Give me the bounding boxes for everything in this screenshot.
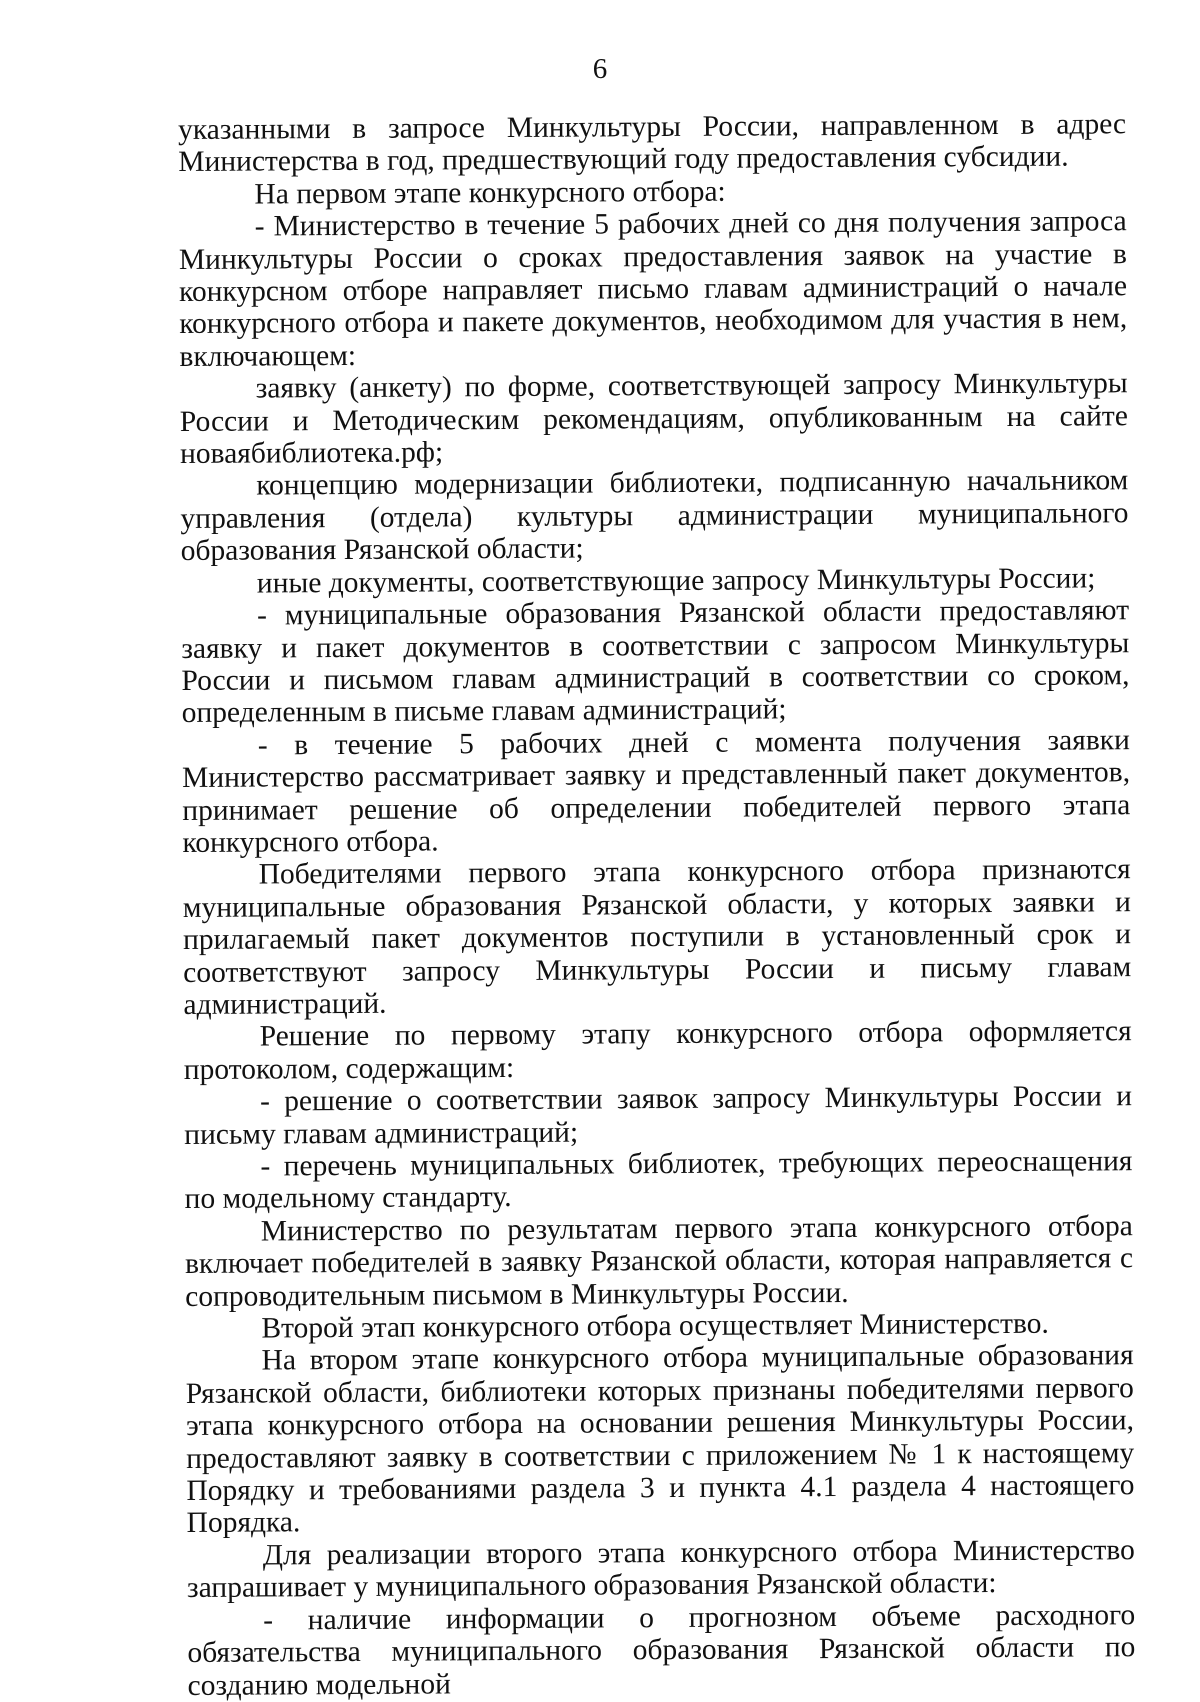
paragraph-libraries-list: - перечень муниципальных библиотек, требующих переоснащения по модельному стандарту. — [184, 1145, 1133, 1216]
page-number: 6 — [592, 53, 608, 85]
paragraph-second-stage-request: Для реализации второго этапа конкурсного отбора Министерство запрашивает у муниципального образования Рязанской области: — [186, 1534, 1135, 1605]
paragraph-municipalities-submit: - муниципальные образования Рязанской области предоставляют заявку и пакет документов в соответствии с запросом Минкультуры России и письмом главам администраций в соответствии со сроком, определенным в письме главам администраций; — [181, 594, 1130, 730]
paragraph-other-documents: иные документы, соответствующие запросу Минкультуры России; — [256, 562, 1096, 600]
paragraph-forecast-volume: - наличие информации о прогнозном объеме расходного обязательства муниципального образования Рязанской области по созданию модельной — [187, 1598, 1136, 1702]
paragraph-application-form: заявку (анкету) по форме, соответствующей запросу Минкультуры России и Методическим рекомендациям, опубликованным на сайте новаябиблиотека.рф; — [179, 367, 1128, 471]
paragraph-decision-protocol: Решение по первому этапу конкурсного отбора оформляется протоколом, содержащим: — [183, 1015, 1132, 1086]
paragraph-decision-compliance: - решение о соответствии заявок запросу Минкультуры России и письму главам администраций; — [184, 1080, 1133, 1151]
paragraph-modernization-concept: концепцию модернизации библиотеки, подписанную начальником управления (отдела) культуры администрации муниципального образования Рязанской области; — [180, 464, 1129, 568]
paragraph-ministry-results: Министерство по результатам первого этапа конкурсного отбора включает победителей в заявку Рязанской области, которая направляется с сопроводительным письмом в Минкультуры России. — [184, 1210, 1134, 1313]
paragraph-ministry-letter: - Министерство в течение 5 рабочих дней со дня получения запроса Минкультуры России о сроках предоставления заявок на участие в конкурсном отборе направляет письмо главам администраций о начале конкурсного отбора и пакете документов, необходимом для участия в нем, включающем: — [178, 205, 1128, 373]
paragraph-first-stage-heading: На первом этапе конкурсного отбора: — [254, 175, 726, 211]
document-body — [178, 108, 1136, 1702]
paragraph-second-stage-application: На втором этапе конкурсного отбора муниципальные образования Рязанской области, библиотеки которых признаны победителями первого этапа конкурсного отбора на основании решения Минкультуры России, предоставляют заявку в соответствии с приложением № 1 к настоящему Порядку и требованиями раздела 3 и пункта 4.1 раздела 4 настоящего Порядка. — [185, 1339, 1135, 1540]
paragraph-ministry-review: - в течение 5 рабочих дней с момента получения заявки Министерство рассматривает заявку и представленный пакет документов, принимает решение об определении победителей первого этапа конкурсного отбора. — [181, 723, 1131, 859]
paragraph-second-stage: Второй этап конкурсного отбора осуществляет Министерство. — [261, 1307, 1049, 1345]
paragraph-continuation: указанными в запросе Минкультуры России, направленном в адрес Министерства в год, предшествующий году предоставления субсидии. — [178, 108, 1127, 179]
paragraph-winners-first-stage: Победителями первого этапа конкурсного отбора признаются муниципальные образования Рязанской области, у которых заявки и прилагаемый пакет документов поступили в установленный срок и соответствуют запросу Минкультуры России и письму главам администраций. — [182, 853, 1132, 1021]
